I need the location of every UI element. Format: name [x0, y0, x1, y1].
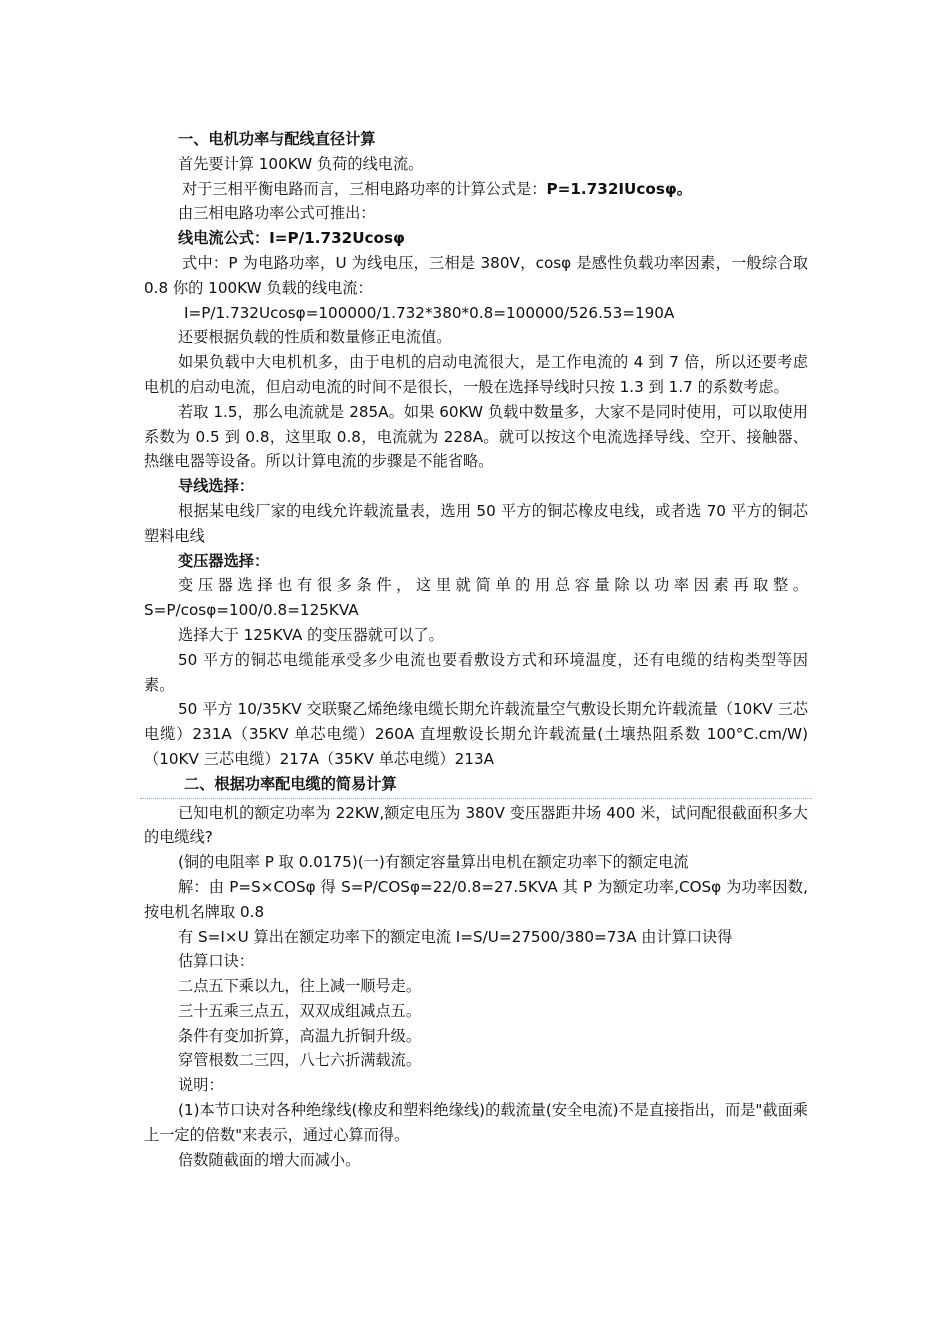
paragraph: (铜的电阻率 P 取 0.0175)(一)有额定容量算出电机在额定功率下的额定电流 [178, 853, 689, 872]
paragraph: 说明： [178, 1076, 224, 1095]
paragraph: 若取 1.5，那么电流就是 285A。如果 60KW 负载中数量多，大家不是同时使用，可以取使用系数为 0.5 到 0.8，这里取 0.8，电流就为 228A。就可以按这个电流选择导线、空开、接触器、热继电器等设备。所以计算电流的步骤是不能省略。 [144, 402, 808, 471]
paragraph: 50 平方 10/35KV 交联聚乙烯绝缘电缆长期允许载流量空气敷设长期允许载流量（10KV 三芯电缆）231A（35KV 单芯电缆）260A 直埋敷设长期允许载流量(土壤热阻系数 100°C.cm/W)（10KV 三芯电缆）217A（35KV 单芯电缆）213A [144, 700, 808, 768]
line-current-formula: 线电流公式：I=P/1.732Ucosφ [178, 229, 405, 248]
transformer-selection-heading: 变压器选择： [178, 551, 270, 570]
paragraph: 50 平方的铜芯电缆能承受多少电流也要看敷设方式和环境温度，还有电缆的结构类型等因素。 [144, 650, 808, 694]
section1-title: 一、电机功率与配线直径计算 [178, 130, 376, 148]
wire-selection-heading: 导线选择： [178, 477, 254, 496]
paragraph: 如果负载中大电机机多，由于电机的启动电流很大，是工作电流的 4 到 7 倍，所以还要考虑电机的启动电流，但启动电流的时间不是很长，一般在选择导线时只按 1.3 到 1.7 的系数考虑。 [144, 353, 808, 396]
paragraph: 由三相电路功率公式可推出： [178, 204, 376, 223]
mnemonic-line: 条件有变加折算，高温九折铜升级。 [178, 1026, 421, 1045]
paragraph: 还要根据负载的性质和数量修正电流值。 [178, 328, 452, 347]
section2-title: 二、根据功率配电缆的简易计算 [184, 774, 397, 793]
paragraph: 式中：P 为电路功率，U 为线电压，三相是 380V，cosφ 是感性负载功率因素，一般综合取 0.8 你的 100KW 负载的线电流： [144, 253, 808, 297]
paragraph: 倍数随截面的增大而减小。 [178, 1150, 361, 1169]
paragraph: 有 S=I×U 算出在额定功率下的额定电流 I=S/U=27500/380=73A 由计算口诀得 [178, 927, 733, 946]
mnemonic-line: 三十五乘三点五，双双成组减点五。 [178, 1001, 421, 1020]
paragraph: 估算口诀： [178, 952, 254, 971]
power-formula: P=1.732IUcosφ。 [546, 179, 692, 198]
paragraph: 首先要计算 100KW 负荷的线电流。 [178, 154, 424, 173]
paragraph-power-formula [144, 177, 808, 202]
mnemonic-line: 二点五下乘以九，往上减一顺号走。 [178, 977, 421, 996]
paragraph: (1)本节口诀对各种绝缘线(橡皮和塑料绝缘线)的载流量(安全电流)不是直接指出，而是"截面乘上一定的倍数"来表示，通过心算而得。 [144, 1101, 808, 1144]
paragraph: 已知电机的额定功率为 22KW,额定电压为 380V 变压器距井场 400 米，试问配很截面积多大的电缆线? [144, 803, 808, 847]
document-body [144, 127, 808, 1172]
paragraph: 根据某电线厂家的电线允许载流量表，选用 50 平方的铜芯橡皮电线，或者选 70 平方的铜芯塑料电线 [144, 501, 808, 545]
paragraph: 解：由 P=S×COSφ 得 S=P/COSφ=22/0.8=27.5KVA 其 P 为额定功率,COSφ 为功率因数,按电机名牌取 0.8 [144, 877, 808, 921]
paragraph: 选择大于 125KVA 的变压器就可以了。 [178, 625, 444, 644]
formula-intro-text: 对于三相平衡电路而言，三相电路功率的计算公式是： [182, 179, 547, 198]
paragraph: 变压器选择也有很多条件，这里就简单的用总容量除以功率因素再取整。 S=P/cosφ=100/0.8=125KVA [144, 576, 808, 620]
section-divider [140, 798, 812, 799]
equation-line: I=P/1.732Ucosφ=100000/1.732*380*0.8=100000/526.53=190A [184, 303, 675, 322]
mnemonic-line: 穿管根数二三四，八七六折满载流。 [178, 1051, 421, 1070]
